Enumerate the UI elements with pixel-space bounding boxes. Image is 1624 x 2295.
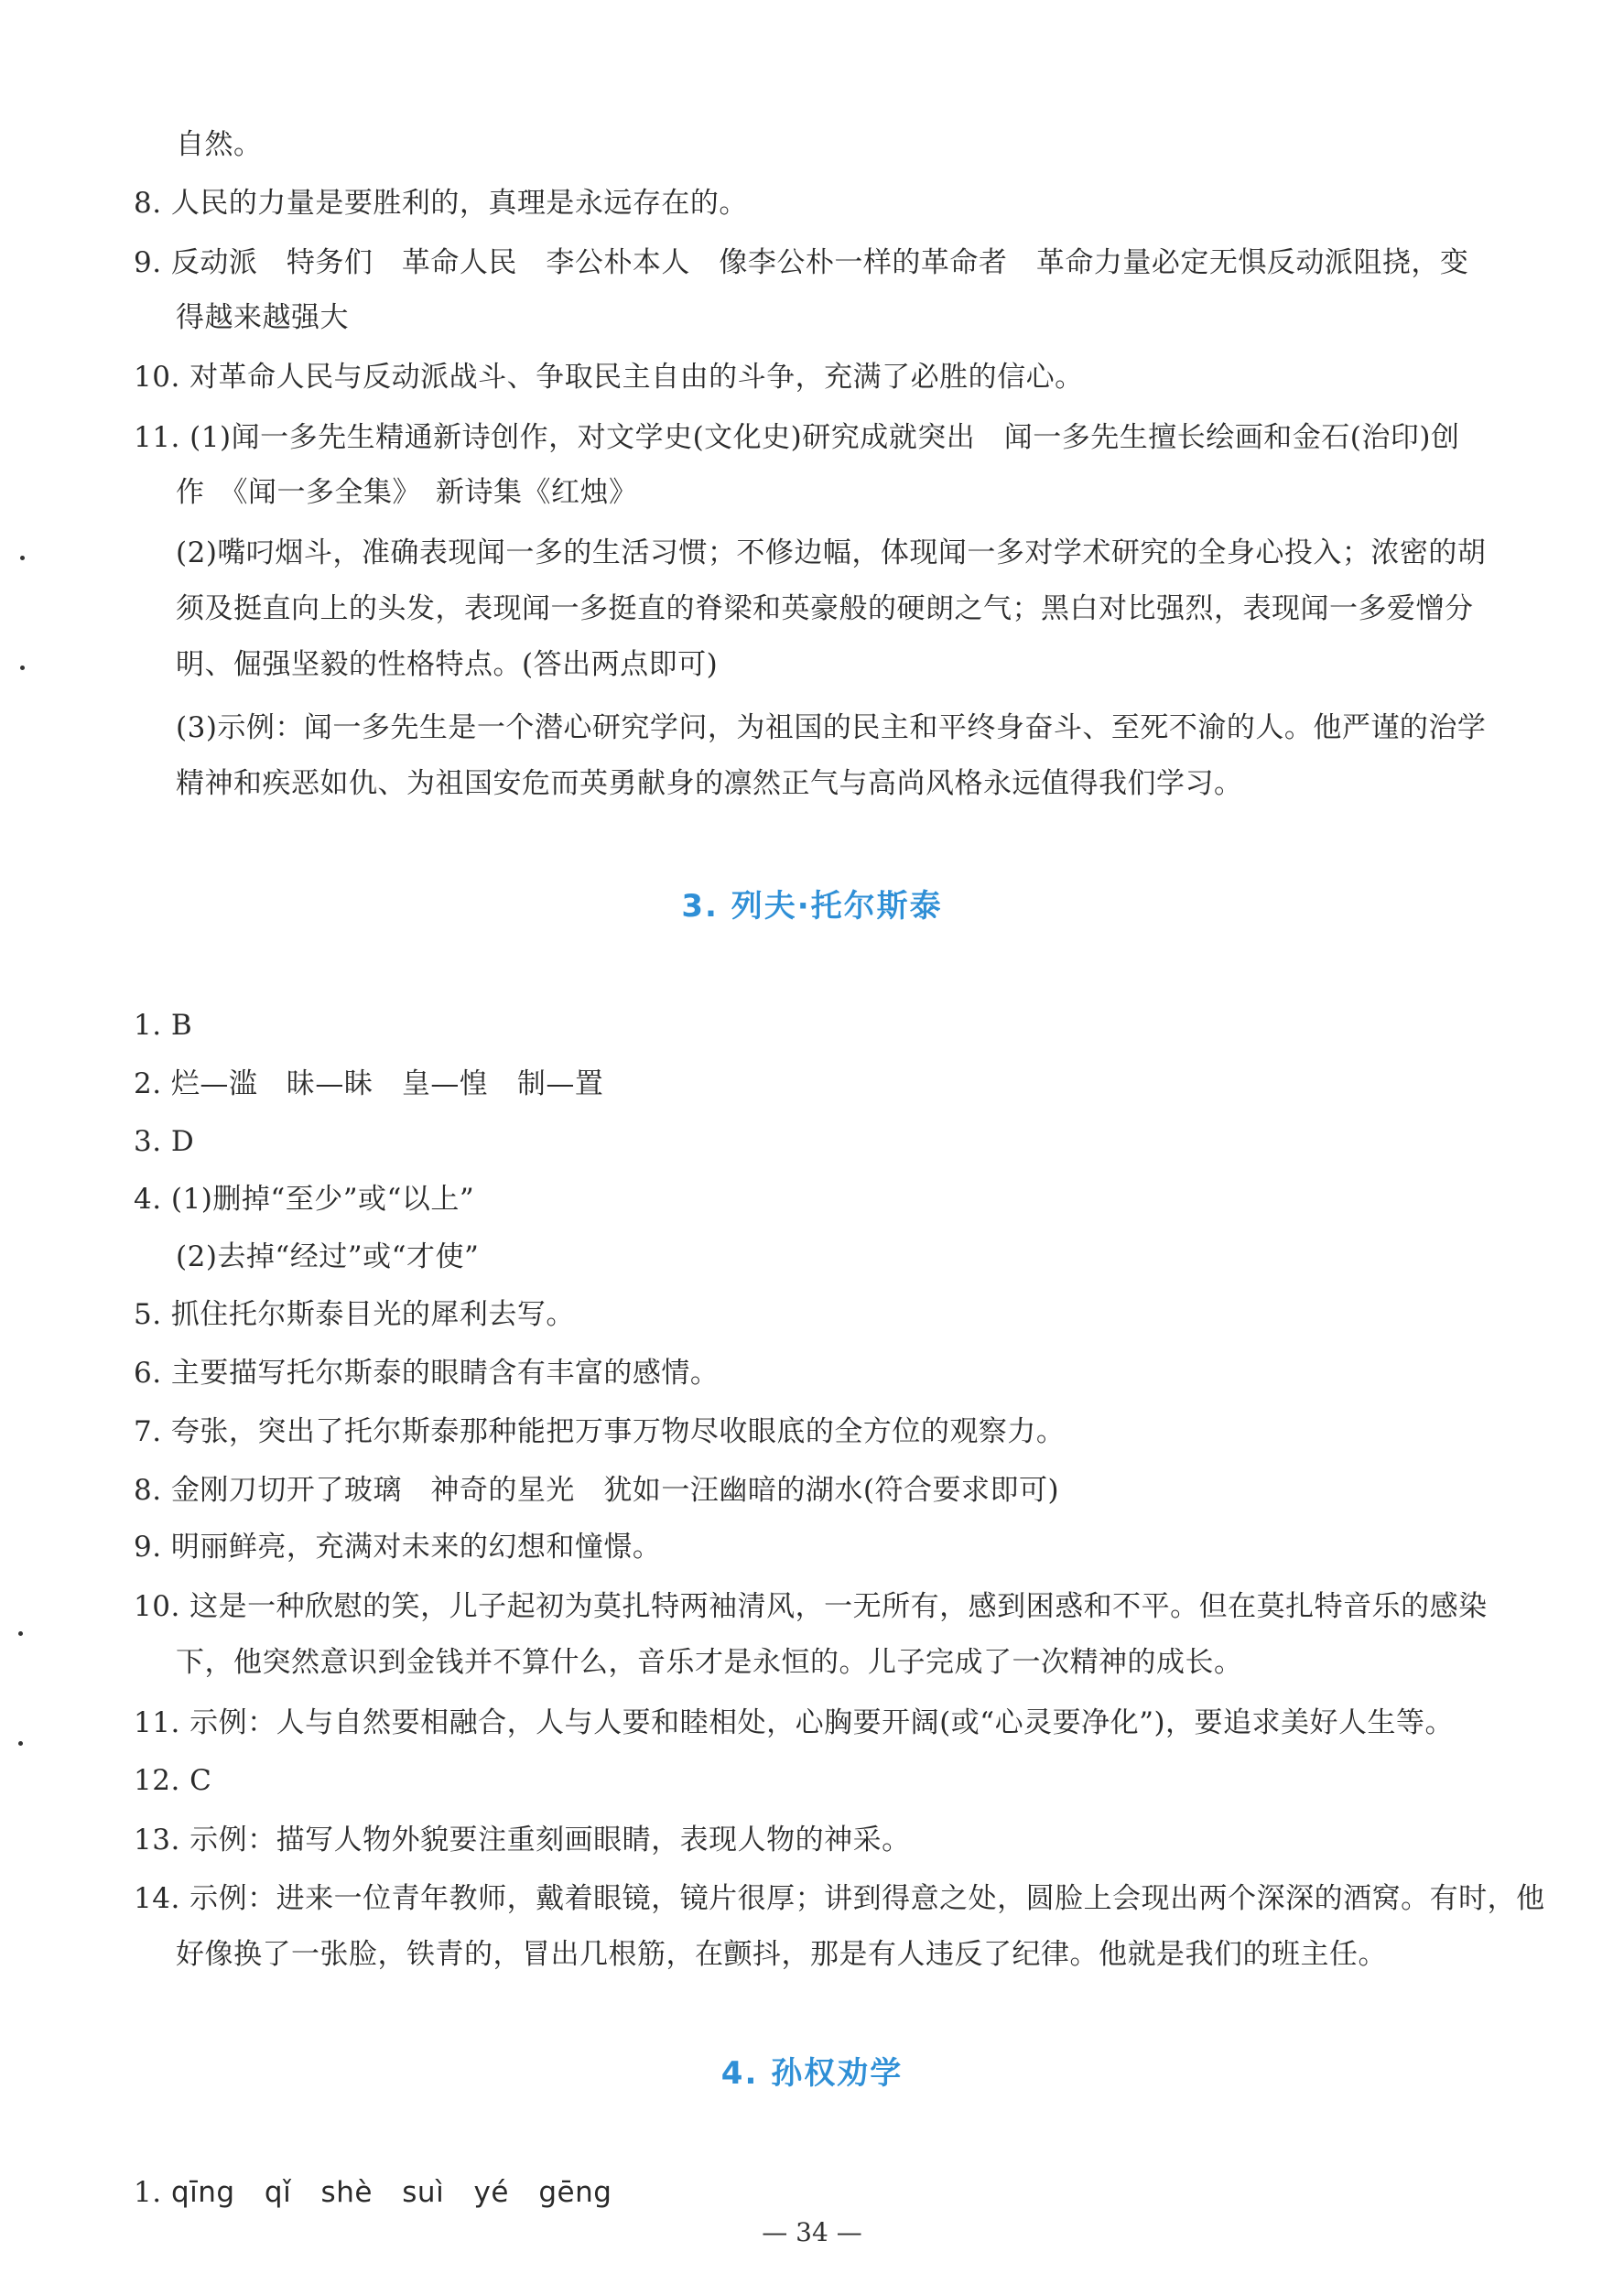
section-3-title: 3. 列夫·托尔斯泰 [681,888,943,925]
answer-10-cont: 下，他突然意识到金钱并不算什么，音乐才是永恒的。儿子完成了一次精神的成长。 [176,1646,1243,1679]
answer-8: 8. 金刚刀切开了玻璃 神奇的星光 犹如一汪幽暗的湖水(符合要求即可) [134,1474,1060,1507]
pinyin-readings: qīng qǐ shè suì yé gēng [170,2176,612,2209]
answer-14-cont: 好像换了一张脸，铁青的，冒出几根筋，在颤抖，那是有人违反了纪律。他就是我们的班主任。 [176,1938,1387,1971]
answer-5: 5. 抓住托尔斯泰目光的犀利去写。 [134,1298,575,1331]
answer-10: 10. 这是一种欣慰的笑，儿子起初为莫扎特两袖清风，一无所有，感到困惑和不平。但在莫扎特音乐的感染 [134,1590,1488,1623]
answer-10: 10. 对革命人民与反动派战斗、争取民主自由的斗争，充满了必胜的信心。 [134,361,1084,394]
answer-12: 12. C [134,1764,212,1797]
scan-mark [20,666,25,670]
answer-1-pinyin [134,2174,612,2211]
page-number: — 34 — [762,2217,862,2247]
answer-11: 11. 示例：人与自然要相融合，人与人要和睦相处，心胸要开阔(或“心灵要净化”)，要追求美好人生等。 [134,1706,1455,1739]
answer-4-2: (2)去掉“经过”或“才使” [176,1240,480,1273]
scan-mark [20,556,25,560]
answer-6: 6. 主要描写托尔斯泰的眼睛含有丰富的感情。 [134,1357,720,1390]
answer-8: 8. 人民的力量是要胜利的，真理是永远存在的。 [134,187,748,220]
scan-mark [18,1631,23,1636]
answer-11-1-cont: 作 《闻一多全集》 新诗集《红烛》 [176,476,638,509]
answer-9-cont: 得越来越强大 [176,301,349,334]
answer-11-2: (2)嘴叼烟斗，准确表现闻一多的生活习惯；不修边幅，体现闻一多对学术研究的全身心投入；浓密的胡 [176,536,1487,569]
answer-11-3: (3)示例：闻一多先生是一个潜心研究学问，为祖国的民主和平终身奋斗、至死不渝的人。他严谨的治学 [176,711,1487,744]
answer-number: 1. [134,2176,162,2209]
answer-13: 13. 示例：描写人物外貌要注重刻画眼睛，表现人物的神采。 [134,1824,911,1857]
answer-11-3-cont: 精神和疾恶如仇、为祖国安危而英勇献身的凛然正气与高尚风格永远值得我们学习。 [176,767,1243,800]
answer-3: 3. D [134,1125,195,1158]
section-4-title: 4. 孙权劝学 [720,2055,904,2092]
answer-9: 9. 明丽鲜亮，充满对未来的幻想和憧憬。 [134,1531,662,1564]
answer-11-2-cont2: 明、倔强坚毅的性格特点。(答出两点即可) [176,648,719,681]
answer-9: 9. 反动派 特务们 革命人民 李公朴本人 像李公朴一样的革命者 革命力量必定无惧反动派阻挠，变 [134,246,1469,279]
answer-2: 2. 烂—滥 昧—眛 皇—惶 制—置 [134,1067,604,1100]
answer-14: 14. 示例：进来一位青年教师，戴着眼镜，镜片很厚；讲到得意之处，圆脸上会现出两个深深的酒窝。有时，他 [134,1882,1545,1915]
answer-7: 7. 夸张，突出了托尔斯泰那种能把万事万物尽收眼底的全方位的观察力。 [134,1415,1066,1448]
answer-line: 自然。 [176,128,263,161]
answer-4-1: 4. (1)删掉“至少”或“以上” [134,1183,475,1216]
scan-mark [18,1741,23,1746]
answer-11-2-cont: 须及挺直向上的头发，表现闻一多挺直的脊梁和英豪般的硬朗之气；黑白对比强烈，表现闻一多爱憎分 [176,592,1474,625]
answer-1: 1. B [134,1009,193,1042]
answer-11-1: 11. (1)闻一多先生精通新诗创作，对文学史(文化史)研究成就突出 闻一多先生擅长绘画和金石(治印)创 [134,421,1460,454]
